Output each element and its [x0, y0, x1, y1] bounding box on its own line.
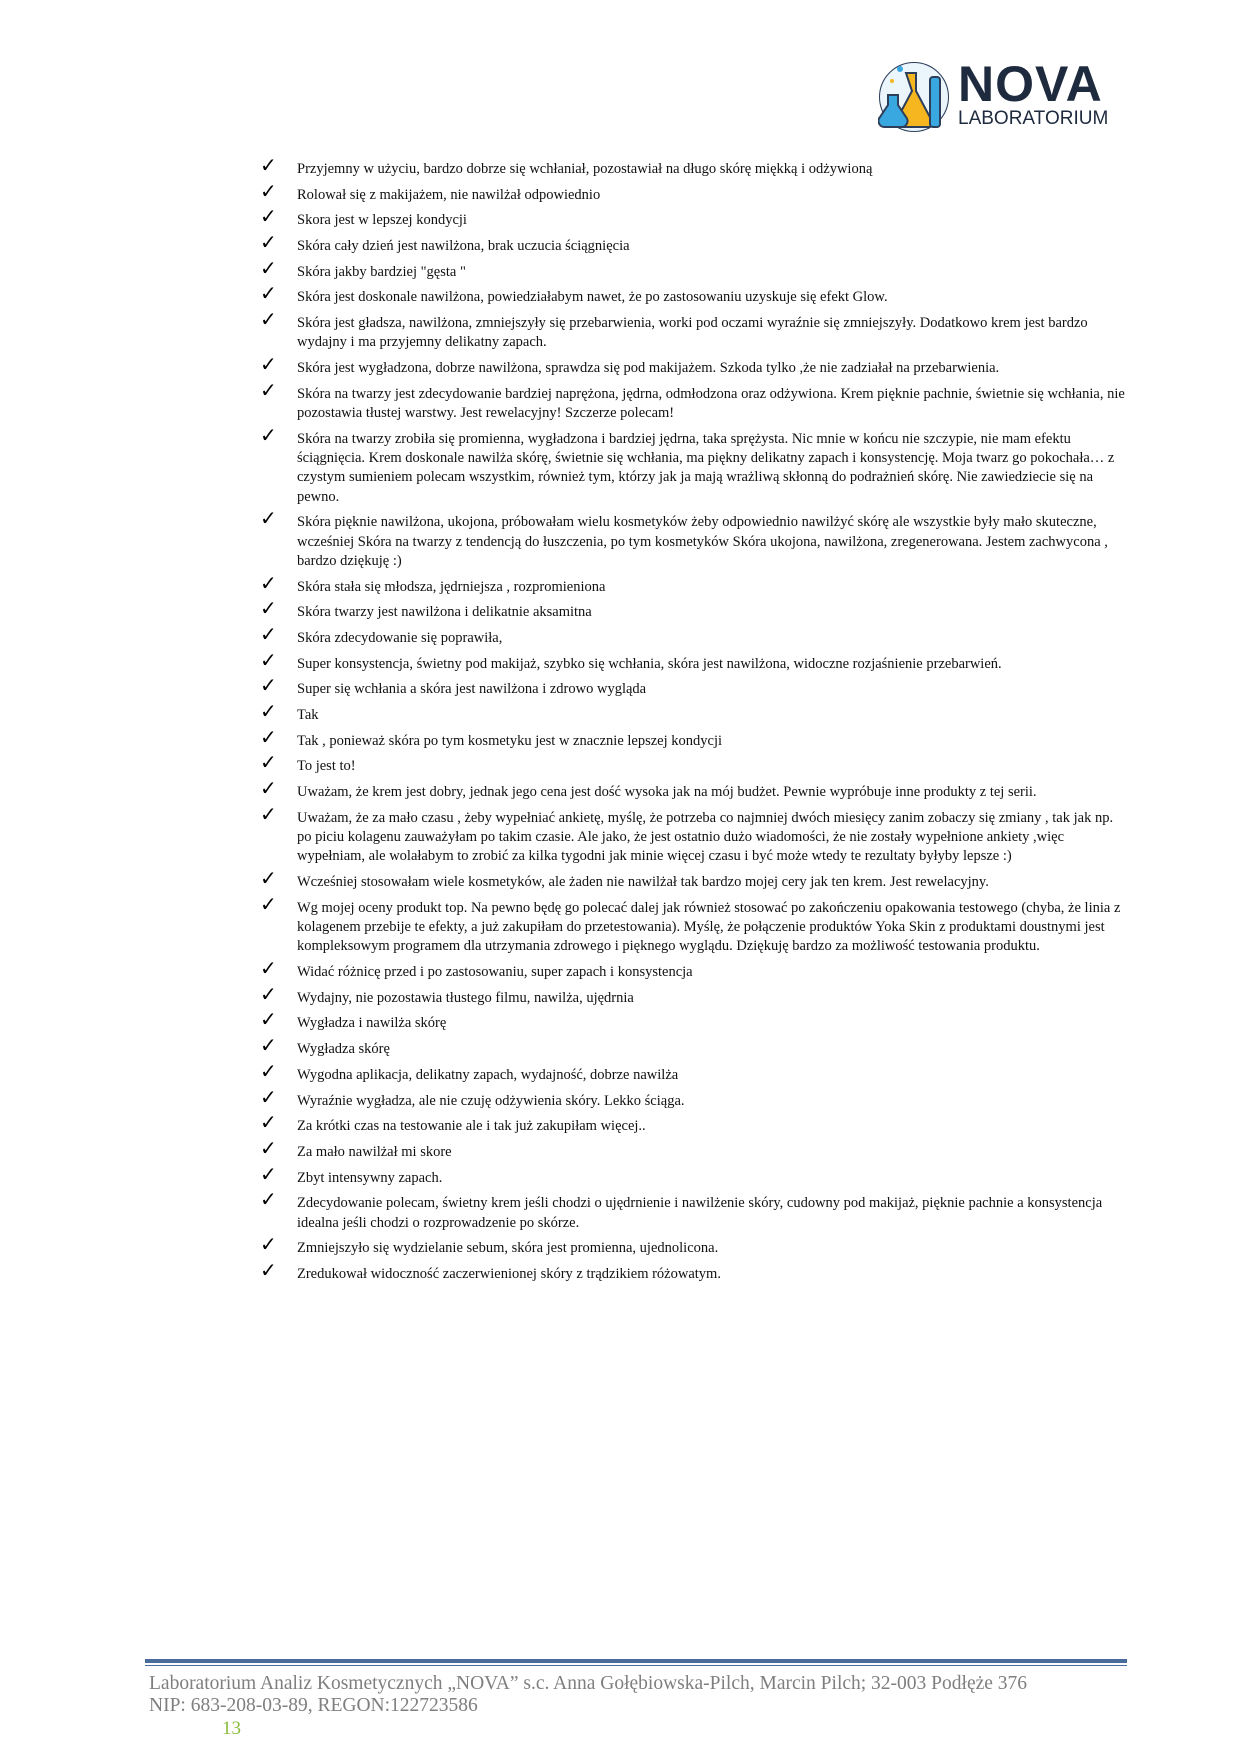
- logo-subtitle: LABORATORIUM: [958, 108, 1109, 129]
- checkmark-icon: ✓: [260, 891, 277, 916]
- opinion-list: [260, 153, 1130, 1291]
- list-item-text: Wydajny, nie pozostawia tłustego filmu, nawilża, ujędrnia: [297, 989, 634, 1006]
- list-item-text: Skora jest w lepszej kondycji: [297, 212, 467, 229]
- list-item: [260, 866, 1130, 892]
- list-item: [260, 981, 1130, 1008]
- list-item: [260, 1007, 1130, 1033]
- list-item-text: Uważam, że krem jest dobry, jednak jego cena jest dość wysoka jak na mój budżet. Pewnie wypróbuje inne produkty z tej serii.: [297, 784, 1037, 801]
- list-item-text: Wyraźnie wygładza, ale nie czuję odżywienia skóry. Lekko ściąga.: [297, 1092, 685, 1109]
- checkmark-icon: ✓: [260, 673, 277, 698]
- list-item: [260, 307, 1130, 353]
- list-item-text: Super konsystencja, świetny pod makijaż, szybko się wchłania, skóra jest nawilżona, widoczne rozjaśnienie przebarwień.: [297, 655, 1002, 672]
- list-item: [260, 891, 1130, 957]
- list-item-text: Skóra pięknie nawilżona, ukojona, próbowałam wielu kosmetyków żeby odpowiednio nawilżyć skórę ale wszystkie były mało skuteczne, wcześniej Skóra na twarzy z tendencją do łuszczenia, po tym kosmetyków Skóra ukojona, nawilżona, zregenerowana. Jestem zachwycona , bardzo dziękuję :): [297, 514, 1108, 569]
- checkmark-icon: ✓: [260, 801, 277, 826]
- list-item-text: Skóra zdecydowanie się poprawiła,: [297, 630, 503, 647]
- list-item-text: Za mało nawilżał mi skore: [297, 1143, 452, 1160]
- footer-line-1: Laboratorium Analiz Kosmetycznych „NOVA” s.c. Anna Gołębiowska-Pilch, Marcin Pilch; 32-003 Podłęże 376: [149, 1673, 1028, 1694]
- list-item-text: Zmniejszyło się wydzielanie sebum, skóra jest promienna, ujednolicona.: [297, 1240, 719, 1257]
- checkmark-icon: ✓: [260, 1135, 277, 1160]
- checkmark-icon: ✓: [260, 204, 277, 229]
- list-item: [260, 153, 1130, 179]
- checkmark-icon: ✓: [260, 153, 277, 177]
- list-item: [260, 622, 1130, 648]
- list-item-text: Skóra twarzy jest nawilżona i delikatnie aksamitna: [297, 604, 592, 621]
- list-item-text: Skóra jest wygładzona, dobrze nawilżona, sprawdza się pod makijażem. Szkoda tylko ,że nie zadziałał na przebarwienia.: [297, 360, 1000, 377]
- list-item-text: To jest to!: [297, 758, 356, 775]
- list-item: [260, 956, 1130, 982]
- list-item: [260, 1232, 1130, 1258]
- checkmark-icon: ✓: [260, 1161, 277, 1186]
- list-item-text: Skóra jest gładsza, nawilżona, zmniejszyły się przebarwienia, worki pod oczami wyraźnie się zmniejszyły. Dodatkowo krem jest bardzo wydajny i ma przyjemny delikatny zapach.: [297, 315, 1088, 351]
- list-item: [260, 1135, 1130, 1162]
- lab-flask-icon: [878, 55, 956, 135]
- checkmark-icon: ✓: [260, 178, 277, 203]
- list-item-text: Wg mojej oceny produkt top. Na pewno będę go polecać dalej jak również stosować po zakończeniu opakowania testowego (chyba, że linia z kolagenem przebije te efekty, a już zakupiłam do przetestowania). Myślę, że połączenie produktów Yoka Skin z produktami doustnymi jest kompleksowym programem dla utrzymania zdrowego i pięknego wyglądu. Dziękuję bardzo za możliwość testowania produktu.: [297, 899, 1121, 955]
- checkmark-icon: ✓: [260, 1187, 277, 1212]
- list-item: [260, 1257, 1130, 1284]
- footer-divider: [145, 1659, 1127, 1663]
- list-item-text: Zdecydowanie polecam, świetny krem jeśli chodzi o ujędrnienie i nawilżenie skóry, cudowny pod makijaż, pięknie pachnie a konsystencja idealna jeśli chodzi o rozprowadzenie po skórze.: [297, 1195, 1103, 1231]
- list-item-text: Widać różnicę przed i po zastosowaniu, super zapach i konsystencja: [297, 964, 693, 981]
- list-item-text: Uważam, że za mało czasu , żeby wypełniać ankietę, myślę, że potrzeba co najmniej dwóch miesięcy zanim zobaczy się zmiany , tak jak np. po piciu kolagenu zauważyłam po takim czasie. Ale jako, że jest ostatnio dużo wiadomości, że nie zostały wypełnione ankiety ,więc wypełniam, ale wolałabym to zrobić za kilka tygodni jak minie więcej czasu i być może wtedy te rezultaty byłyby lepsze :): [297, 809, 1114, 865]
- checkmark-icon: ✓: [260, 255, 277, 280]
- list-item: [260, 647, 1130, 674]
- list-item: [260, 204, 1130, 230]
- checkmark-icon: ✓: [260, 647, 277, 672]
- list-item: [260, 801, 1130, 867]
- list-item: [260, 673, 1130, 699]
- list-item: [260, 352, 1130, 378]
- list-item: [260, 750, 1130, 776]
- checkmark-icon: ✓: [260, 506, 277, 531]
- list-item: [260, 255, 1130, 282]
- list-item-text: Super się wchłania a skóra jest nawilżona i zdrowo wygląda: [297, 681, 647, 698]
- list-item-text: Tak: [297, 707, 319, 724]
- checkmark-icon: ✓: [260, 699, 277, 724]
- checkmark-icon: ✓: [260, 1033, 277, 1058]
- list-item: [260, 422, 1130, 507]
- list-item-text: Skóra jest doskonale nawilżona, powiedziałabym nawet, że po zastosowaniu uzyskuje się efekt Glow.: [297, 289, 888, 306]
- list-item-text: Za krótki czas na testowanie ale i tak już zakupiłam więcej..: [297, 1118, 646, 1135]
- checkmark-icon: ✓: [260, 622, 277, 647]
- list-item: [260, 1187, 1130, 1233]
- page-number: 13: [222, 1718, 241, 1739]
- logo-title: NOVA: [958, 56, 1103, 112]
- list-item-text: Przyjemny w użyciu, bardzo dobrze się wchłaniał, pozostawiał na długo skórę miękką i odżywioną: [297, 161, 873, 177]
- list-item-text: Wygodna aplikacja, delikatny zapach, wydajność, dobrze nawilża: [297, 1066, 679, 1083]
- list-item: [260, 699, 1130, 725]
- list-item: [260, 1084, 1130, 1111]
- checkmark-icon: ✓: [260, 377, 277, 402]
- checkmark-icon: ✓: [260, 1007, 277, 1032]
- list-item: [260, 281, 1130, 307]
- checkmark-icon: ✓: [260, 230, 277, 255]
- footer-line-2: NIP: 683-208-03-89, REGON:122723586: [149, 1695, 478, 1716]
- checkmark-icon: ✓: [260, 1110, 277, 1135]
- list-item: [260, 1033, 1130, 1059]
- checkmark-icon: ✓: [260, 981, 277, 1006]
- checkmark-icon: ✓: [260, 750, 277, 775]
- list-item-text: Tak , ponieważ skóra po tym kosmetyku jest w znacznie lepszej kondycji: [297, 732, 723, 749]
- list-item-text: Rolował się z makijażem, nie nawilżał odpowiednio: [297, 186, 601, 203]
- list-item: [260, 570, 1130, 597]
- checkmark-icon: ✓: [260, 422, 277, 447]
- list-item-text: Wygładza i nawilża skórę: [297, 1015, 447, 1032]
- list-item: [260, 506, 1130, 571]
- checkmark-icon: ✓: [260, 776, 277, 801]
- checkmark-icon: ✓: [260, 307, 277, 332]
- list-item: [260, 1110, 1130, 1136]
- checkmark-icon: ✓: [260, 1232, 277, 1257]
- list-item-text: Wygładza skórę: [297, 1041, 390, 1058]
- footer-divider-thin: [145, 1665, 1127, 1666]
- checkmark-icon: ✓: [260, 596, 277, 621]
- list-item: [260, 1161, 1130, 1188]
- list-item: [260, 178, 1130, 205]
- checkmark-icon: ✓: [260, 1257, 277, 1282]
- checkmark-icon: ✓: [260, 570, 277, 595]
- checkmark-icon: ✓: [260, 1058, 277, 1083]
- list-item-text: Zbyt intensywny zapach.: [297, 1169, 443, 1186]
- nova-logo: [878, 55, 1118, 135]
- footer-address: [149, 1673, 1027, 1717]
- list-item: [260, 230, 1130, 256]
- list-item: [260, 776, 1130, 802]
- checkmark-icon: ✓: [260, 1084, 277, 1109]
- list-item-text: Skóra stała się młodsza, jędrniejsza , rozpromieniona: [297, 578, 606, 595]
- checkmark-icon: ✓: [260, 956, 277, 981]
- list-item-text: Wcześniej stosowałam wiele kosmetyków, ale żaden nie nawilżał tak bardzo mojej cery jak ten krem. Jest rewelacyjny.: [297, 874, 989, 891]
- list-item-text: Skóra na twarzy jest zdecydowanie bardziej naprężona, jędrna, odmłodzona oraz odżywiona. Krem pięknie pachnie, świetnie się wchłania, nie pozostawia tłustej warstwy. Jest rewelacyjny! Szczerze polecam!: [297, 385, 1125, 422]
- checkmark-icon: ✓: [260, 352, 277, 377]
- list-item: [260, 377, 1130, 424]
- list-item-text: Skóra jakby bardziej "gęsta ": [297, 263, 466, 280]
- list-item-text: Zredukował widoczność zaczerwienionej skóry z trądzikiem różowatym.: [297, 1265, 721, 1282]
- list-item: [260, 724, 1130, 751]
- list-item: [260, 596, 1130, 622]
- checkmark-icon: ✓: [260, 866, 277, 891]
- list-item: [260, 1058, 1130, 1085]
- list-item-text: Skóra na twarzy zrobiła się promienna, wygładzona i bardziej jędrna, taka sprężysta. Nic mnie w końcu nie szczypie, nie mam efektu ściągnięcia. Krem doskonale nawilża skórę, świetnie się wchłania, ma piękny delikatny zapach i konsystencję. Moja twarz go pokochała… z czystym sumieniem polecam wszystkim, również tym, którzy jak ja mają wrażliwą skłonną do podrażnień skórę. Nie zawiedziecie się na pewno.: [297, 430, 1115, 505]
- checkmark-icon: ✓: [260, 281, 277, 306]
- list-item-text: Skóra cały dzień jest nawilżona, brak uczucia ściągnięcia: [297, 238, 630, 255]
- checkmark-icon: ✓: [260, 724, 277, 749]
